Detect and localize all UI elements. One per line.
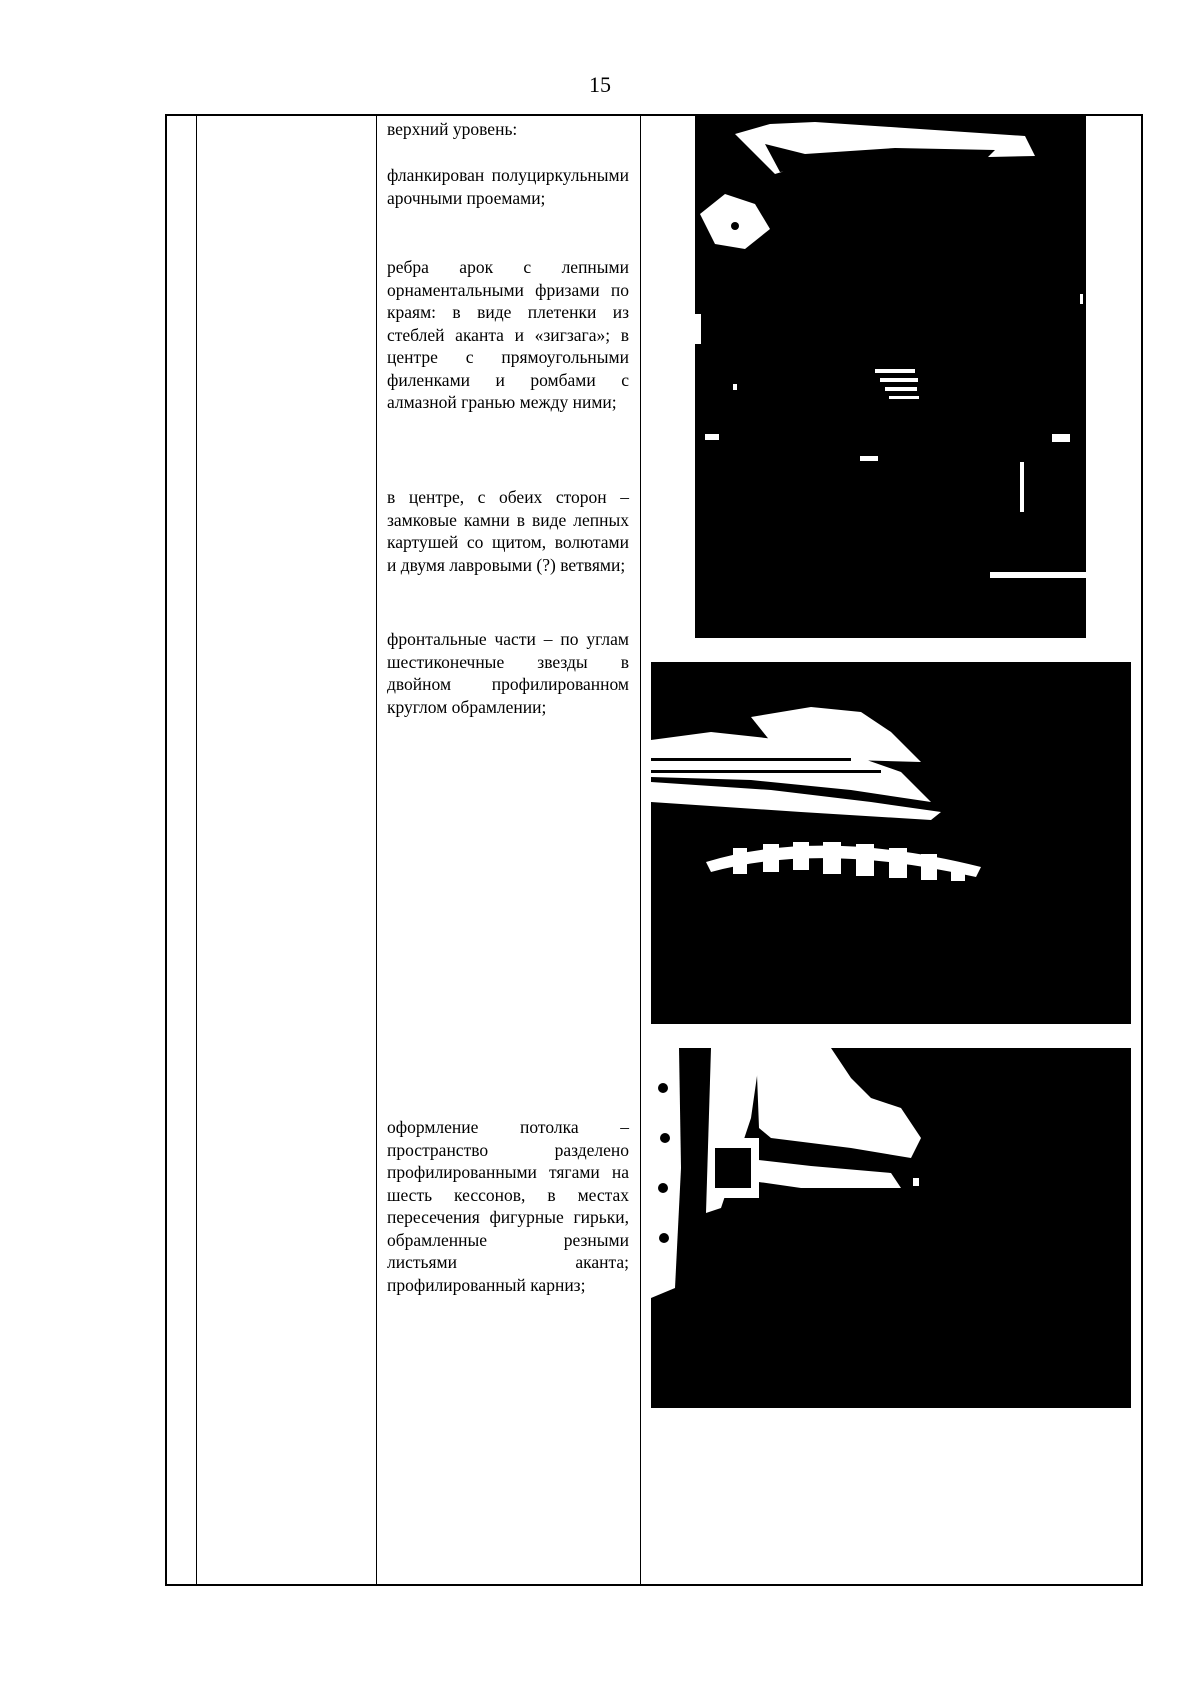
photo-ceiling <box>651 1048 1131 1408</box>
paragraph-flanked-arches: фланкирован полуциркульными арочными проемами; <box>387 165 629 208</box>
page-number: 15 <box>589 72 611 97</box>
paragraph-arch-ribs: ребра арок с лепными орнаментальными фризами по краям: в виде плетенки из стеблей аканта и «зигзага»; в центре с прямоугольными филенками и ромбами с алмазной гранью между ними; <box>387 257 629 412</box>
photo-arch-frieze-image <box>651 662 1131 1024</box>
paragraph-frontal-parts: фронтальные части – по углам шестиконечные звезды в двойном профилированном круглом обрамлении; <box>387 629 629 717</box>
photo-arch-interior <box>695 114 1086 638</box>
column-divider-1 <box>196 114 197 1586</box>
paragraph-upper-level: верхний уровень: <box>387 119 518 139</box>
photo-ceiling-image <box>651 1048 1131 1408</box>
paragraph-ceiling: оформление потолка – пространство разделено профилированными тягами на шесть кессонов, в местах пересечения фигурные гирьки, обрамленные резными листьями аканта; профилированный карниз; <box>387 1117 629 1295</box>
photo-arch-frieze <box>651 662 1131 1024</box>
photo-arch-interior-image <box>695 114 1086 638</box>
paragraph-keystones: в центре, с обеих сторон – замковые камни в виде лепных картушей со щитом, волютами и двумя лавровыми (?) ветвями; <box>387 487 629 575</box>
column-divider-3 <box>640 114 641 1586</box>
column-divider-2 <box>376 114 377 1586</box>
